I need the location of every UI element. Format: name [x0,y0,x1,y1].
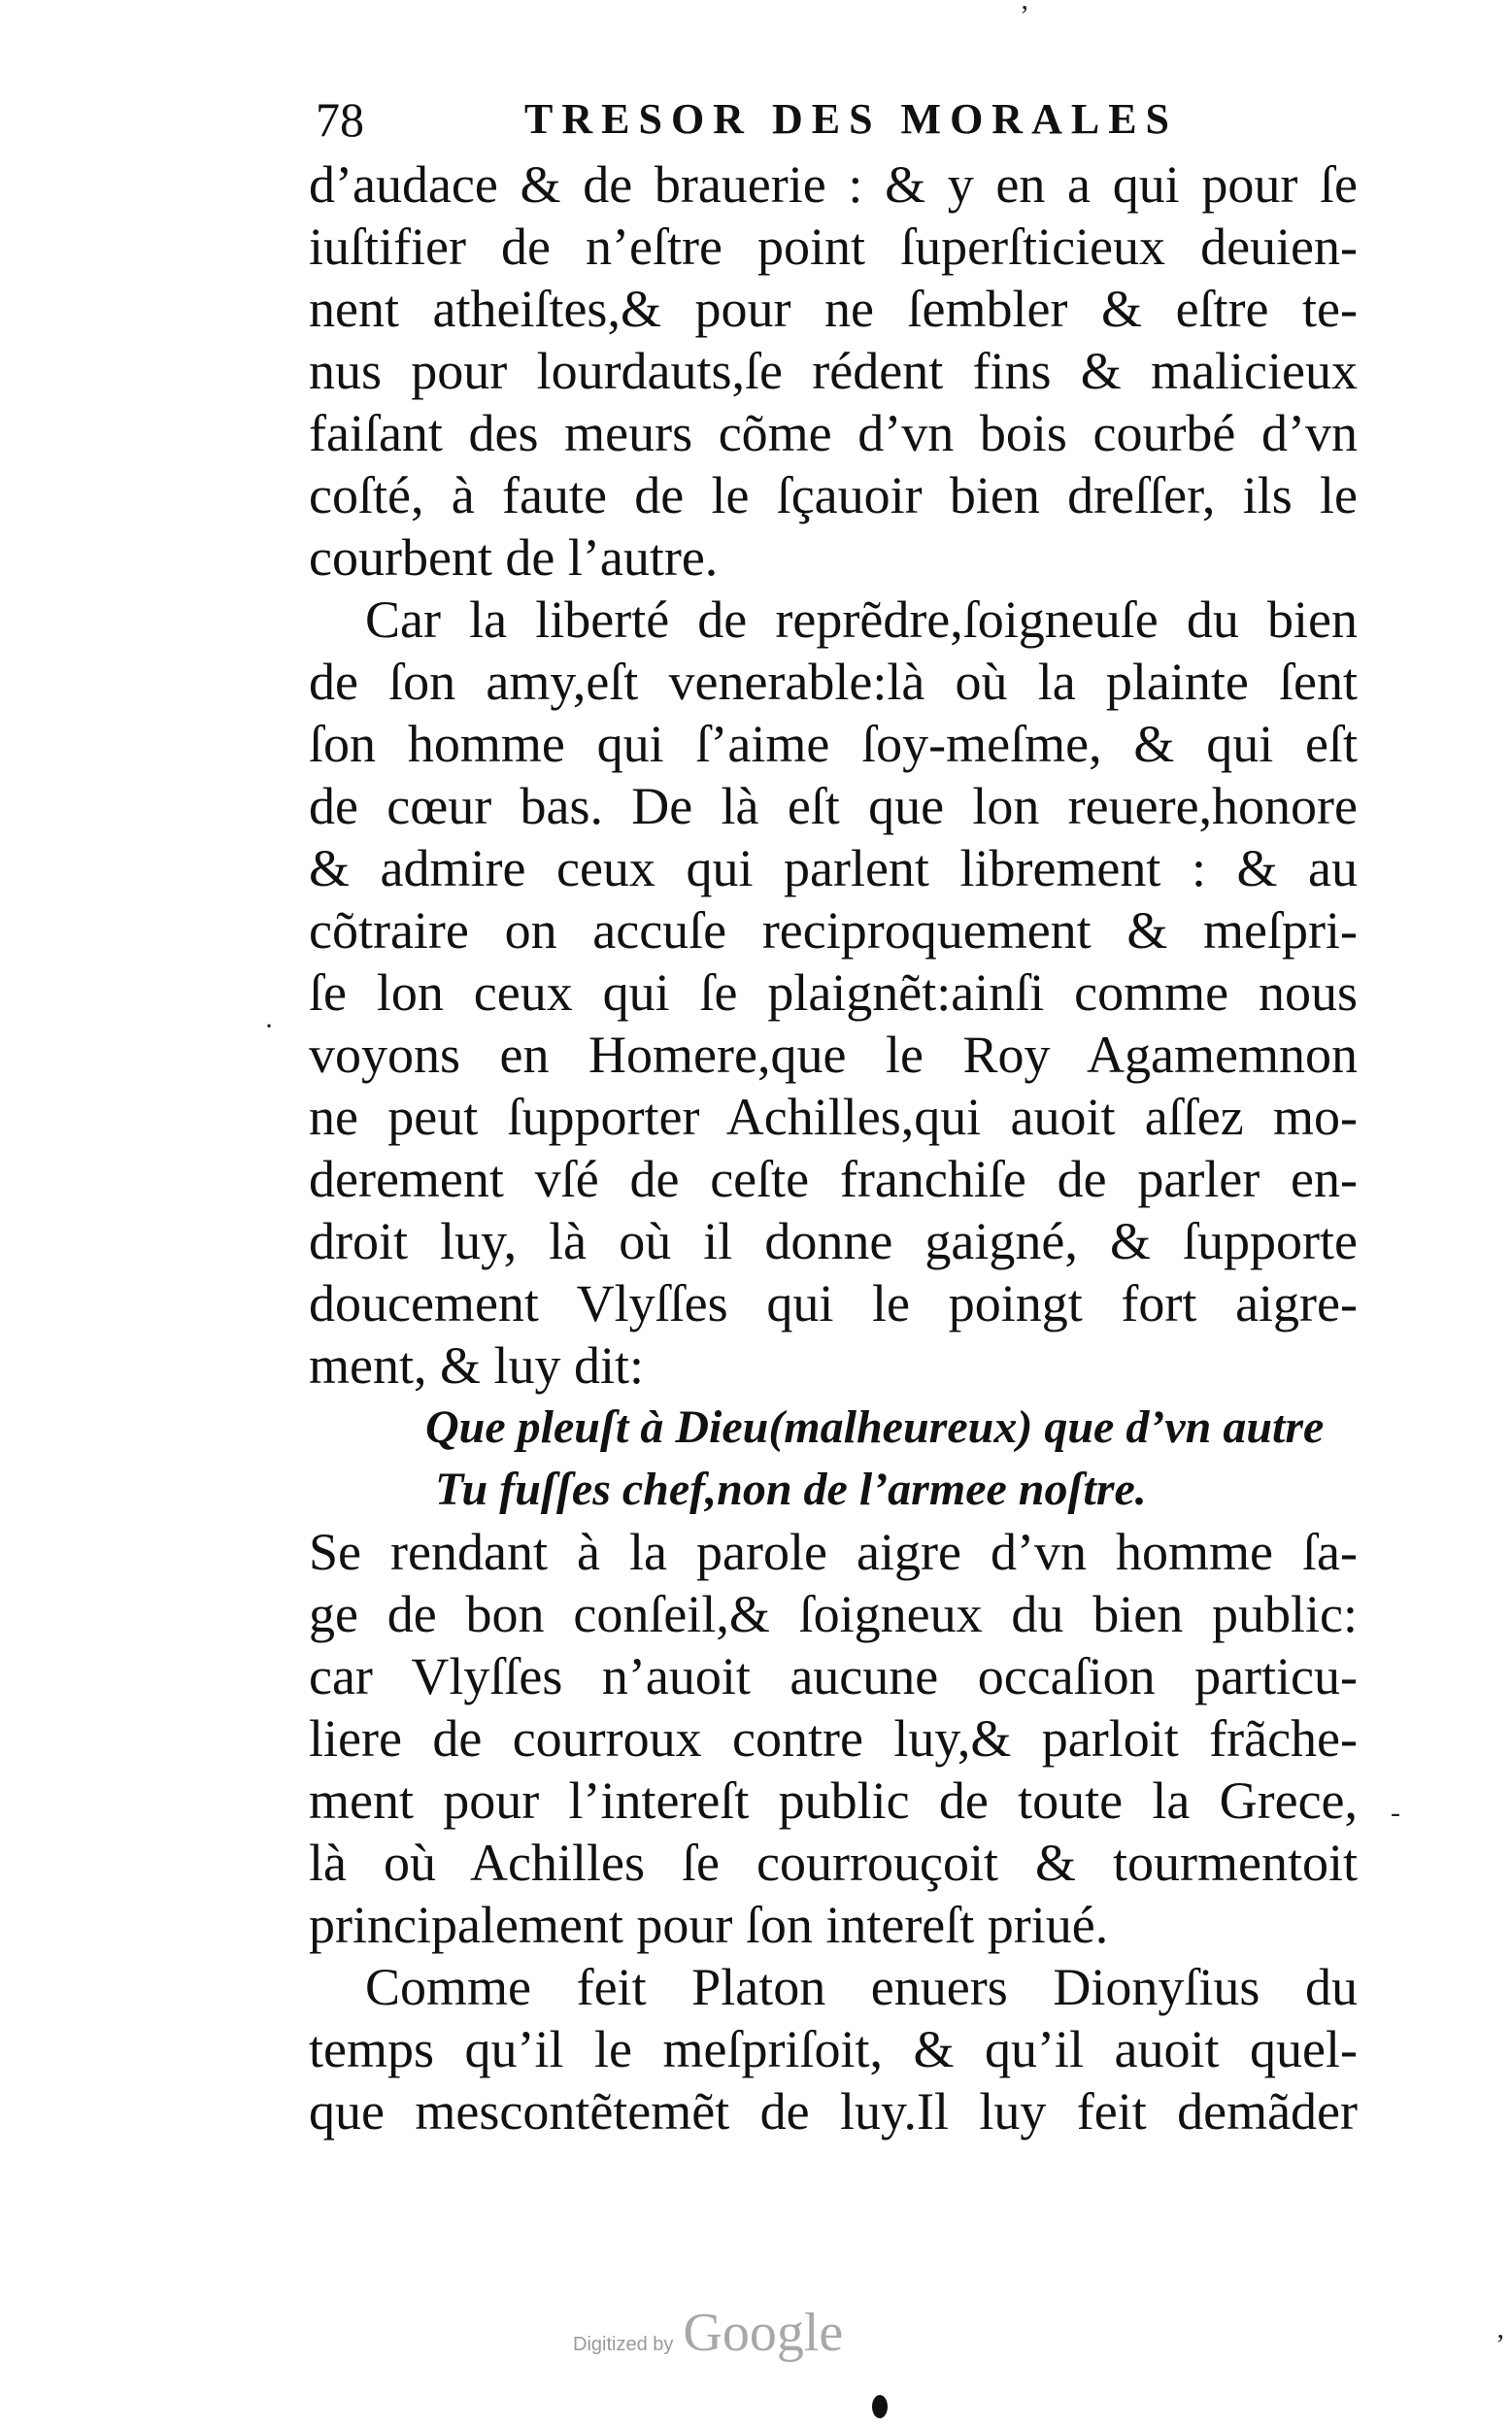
digitized-by-label: Digitized by [573,2334,674,2355]
text-line: nus pour lourdauts,ſe rédent fins & malicieux [309,342,1358,400]
text-line: de ſon amy,eſt venerable:là où la plainte ſent [309,653,1358,711]
ink-speck: - [1391,1797,1400,1829]
text-line: Comme feit Platon enuers Dionyſius du [365,1958,1358,2016]
text-line: cõtraire on accuſe reciproquement & meſpri- [309,901,1358,960]
main-text [309,153,1358,2142]
text-line: ment pour l’intereſt public de toute la Grece, [309,1771,1358,1830]
text-line: droit luy, là où il donne gaigné, & ſupporte [309,1212,1358,1270]
text-line: derement vſé de ceſte franchiſe de parler en- [309,1150,1358,1208]
running-head [316,89,1364,150]
text-line: principalement pour ſon intereſt priué. [309,1896,1109,1954]
ink-blot [872,2395,888,2418]
google-logo: Google [683,2303,844,2363]
text-line: faiſant des meurs cõme d’vn bois courbé d’vn [309,404,1358,462]
text-line: ſon homme qui ſ’aime ſoy-meſme, & qui eſt [309,715,1358,773]
text-line: ſe lon ceux qui ſe plaignẽt:ainſi comme nous [309,963,1358,1022]
text-line: temps qu’il le meſpriſoit, & qu’il auoit quel- [309,2020,1358,2078]
text-line: Se rendant à la parole aigre d’vn homme ſa- [309,1523,1358,1581]
running-title: TRESOR DES MORALES [524,95,1179,143]
text-line: voyons en Homere,que le Roy Agamemnon [309,1026,1358,1084]
text-line: ne peut ſupporter Achilles,qui auoit aſſez mo- [309,1088,1358,1146]
ink-speck: ʼ [1495,2329,1505,2361]
text-line: ge de bon conſeil,& ſoigneux du bien public: [309,1585,1358,1643]
page-number: 78 [316,92,364,147]
text-line: nent atheiſtes,& pour ne ſembler & eſtre te- [309,280,1358,338]
ink-speck: · [264,1010,274,1042]
text-line: iuſtifier de n’eſtre point ſuperſticieux deuien- [309,218,1358,276]
text-line: que mescontẽtemẽt de luy.Il luy feit demãder [309,2082,1358,2141]
text-line: d’audace & de brauerie : & y en a qui pour ſe [309,155,1358,214]
verse-line: Tu fuſſes chef,non de l’armee noſtre. [435,1464,1147,1515]
text-line: courbent de l’autre. [309,528,719,587]
text-line: & admire ceux qui parlent librement : & au [309,839,1358,897]
verse-line: Que pleuſt à Dieu(malheureux) que d’vn autre [425,1401,1325,1453]
text-line: doucement Vlyſſes qui le poingt fort aigre- [309,1274,1358,1332]
ink-speck: ʼ [1020,0,1029,32]
text-line: coſté, à faute de le ſçauoir bien dreſſer, ils le [309,466,1358,524]
text-line: liere de courroux contre luy,& parloit frãche- [309,1709,1358,1768]
digitized-watermark [573,2302,844,2363]
text-line: Car la liberté de reprẽdre,ſoigneuſe du bien [365,590,1358,649]
text-line: ment, & luy dit: [309,1336,644,1395]
text-line: car Vlyſſes n’auoit aucune occaſion particu- [309,1647,1358,1705]
text-line: de cœur bas. De là eſt que lon reuere,honore [309,777,1358,835]
text-line: là où Achilles ſe courrouçoit & tourmentoit [309,1834,1358,1892]
